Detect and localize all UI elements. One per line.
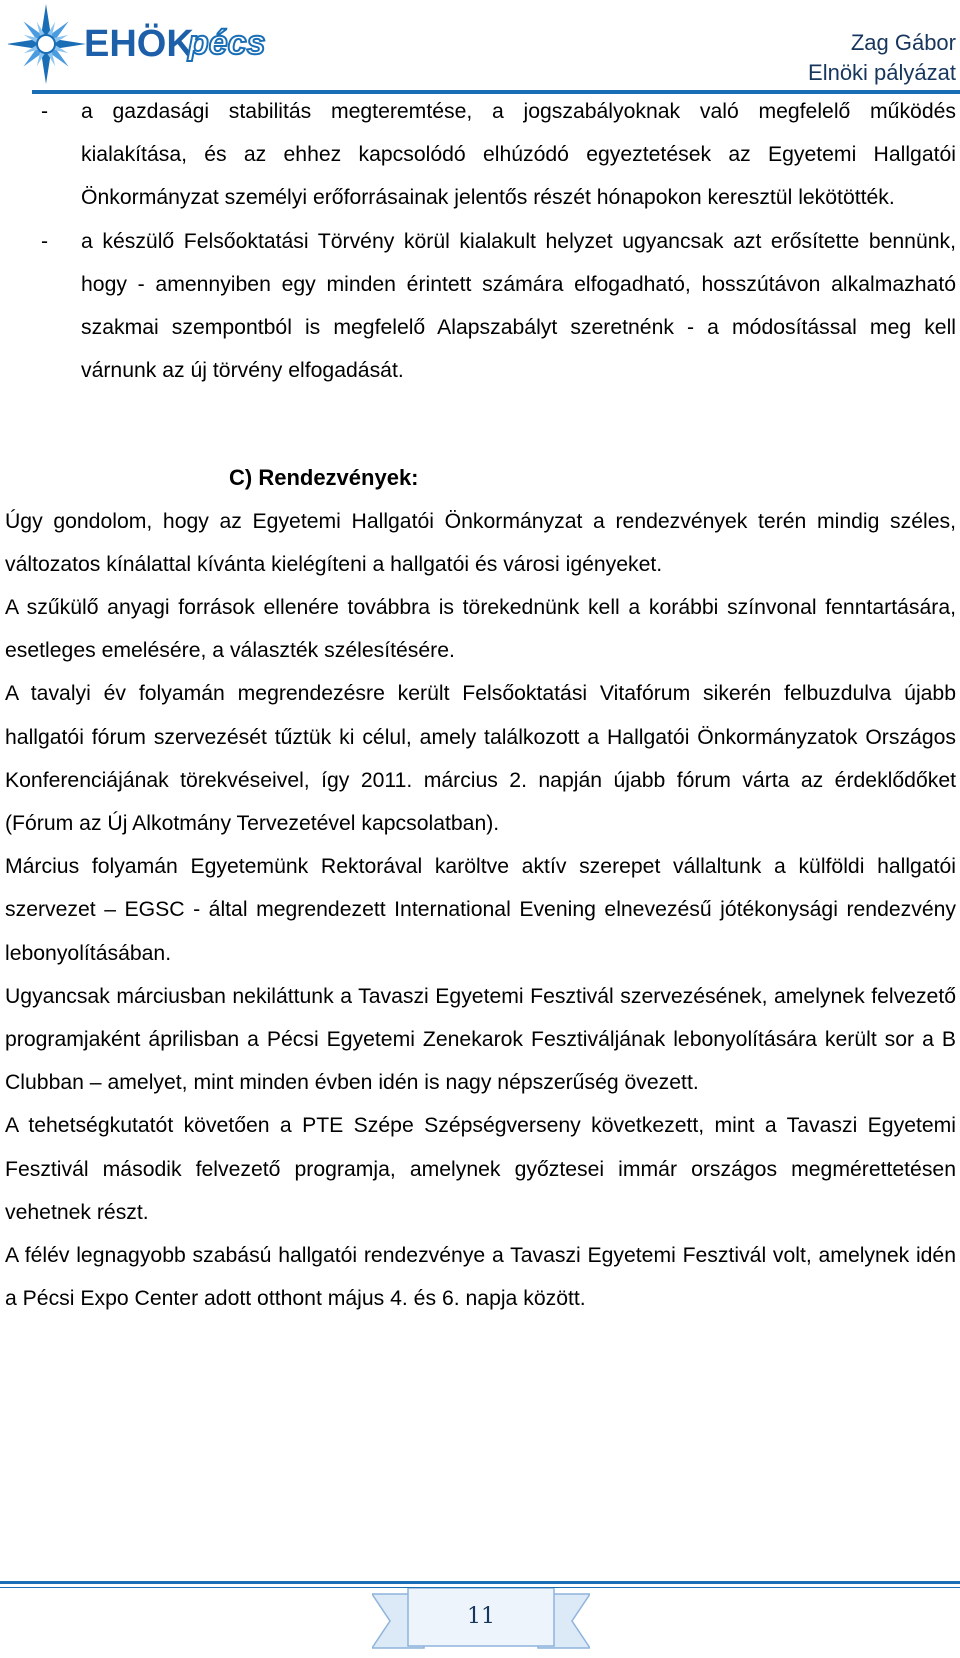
- list-item: [5, 90, 956, 220]
- page-number: 11: [467, 1604, 495, 1629]
- footer-divider: [0, 1581, 960, 1584]
- list-item-text: a gazdasági stabilitás megteremtése, a jogszabályoknak való megfelelő működés kialakítása, és az ehhez kapcsolódó elhúzódó egyeztetések az Egyetemi Hallgatói Önkormányzat személyi erőforrásainak jelentős részét hónapokon keresztül lekötötték.: [81, 100, 956, 210]
- document-subtitle: Elnöki pályázat: [808, 60, 956, 85]
- bullet-dash: -: [41, 229, 49, 253]
- paragraph: A félév legnagyobb szabású hallgatói rendezvénye a Tavaszi Egyetemi Fesztivál volt, amelynek idén a Pécsi Expo Center adott otthont május 4. és 6. napja között.: [5, 1244, 956, 1311]
- page-header: [0, 0, 960, 96]
- svg-text:pécs: pécs: [188, 24, 266, 62]
- header-info: [808, 28, 956, 88]
- star-burst-icon: [8, 0, 298, 90]
- paragraph: Úgy gondolom, hogy az Egyetemi Hallgatói Önkormányzat a rendezvények terén mindig széles, változatos kínálattal kívánta kielégíteni a hallgatói és városi igényeket.: [5, 509, 956, 576]
- page-number-banner: [372, 1588, 590, 1653]
- paragraph: A tavalyi év folyamán megrendezésre került Felsőoktatási Vitafórum sikerén felbuzdulva újabb hallgatói fórum szervezését tűztük ki célul, amely találkozott a Hallgatói Önkormányzatok Országos Konferenciájának törekvéseivel, így 2011. március 2. napján újabb fórum várta az érdeklődőket (Fórum az Új Alkotmány Tervezetével kapcsolatban).: [5, 682, 956, 836]
- author-name: Zag Gábor: [850, 30, 956, 55]
- document-body: [5, 90, 956, 1320]
- svg-text:EHÖK: EHÖK: [84, 23, 194, 65]
- bullet-dash: -: [41, 100, 49, 123]
- section-heading: C) Rendezvények:: [229, 465, 419, 491]
- paragraph: Ugyancsak márciusban nekiláttunk a Tavaszi Egyetemi Fesztivál szervezésének, amelynek felvezető programjaként áprilisban a Pécsi Egyetemi Zenekarok Fesztiváljának lebonyolítására került sor a B Clubban – amelyet, mint minden évben idén is nagy népszerűség övezett.: [5, 984, 956, 1095]
- ehok-logo: [8, 0, 298, 90]
- paragraph: Március folyamán Egyetemünk Rektorával karöltve aktív szerepet vállaltunk a külföldi hallgatói szervezet – EGSC - által megrendezett International Evening elnevezésű jótékonysági rendezvény lebonyolításában.: [5, 855, 956, 965]
- paragraph: A szűkülő anyagi források ellenére továbbra is törekednünk kell a korábbi színvonal fenntartására, esetleges emelésére, a választék szélesítésére.: [5, 596, 956, 663]
- list-item: [5, 220, 956, 393]
- list-item-text: a készülő Felsőoktatási Törvény körül kialakult helyzet ugyancsak azt erősítette bennünk, hogy - amennyiben egy minden érintett számára elfogadható, hosszútávon alkalmazható szakmai szempontból is megfelelő Alapszabályt szeretnénk - a módosítással meg kell várnunk az új törvény elfogadását.: [81, 229, 956, 383]
- paragraph: A tehetségkutatót követően a PTE Szépe Szépségverseny következett, mint a Tavaszi Egyetemi Fesztivál második felvezető programja, amelynek győztesei immár országos megmérettetésen vehetnek részt.: [5, 1114, 956, 1224]
